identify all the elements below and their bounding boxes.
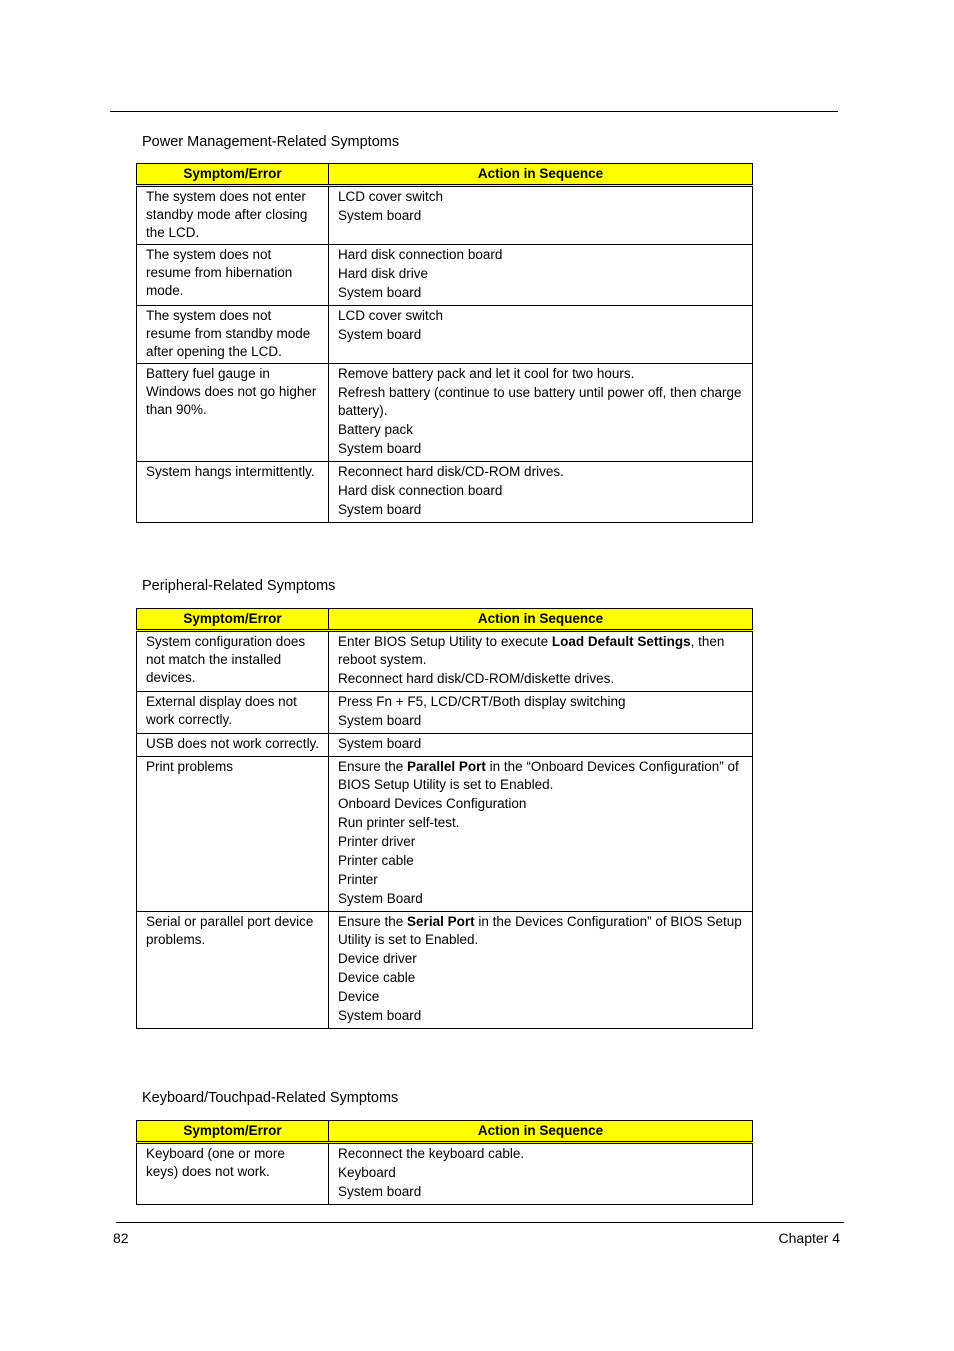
action-step: LCD cover switch <box>338 308 444 323</box>
table-row <box>137 757 753 912</box>
section-title-keyboard: Keyboard/Touchpad-Related Symptoms <box>142 1090 399 1106</box>
footer-rule <box>116 1222 844 1223</box>
action-step: System board <box>338 736 422 751</box>
action-cell <box>329 364 753 462</box>
table-row <box>137 692 753 734</box>
action-step: System board <box>338 502 422 517</box>
table-row <box>137 186 753 245</box>
action-cell <box>329 245 753 306</box>
action-cell <box>329 306 753 364</box>
action-step: System board <box>338 1184 422 1199</box>
page-number: 82 <box>113 1230 129 1246</box>
action-step: Printer cable <box>338 853 414 868</box>
action-step: System board <box>338 208 422 223</box>
action-step <box>338 913 744 949</box>
table-row <box>137 734 753 757</box>
action-cell <box>329 734 753 757</box>
action-step: Printer <box>338 872 378 887</box>
action-step: Run printer self-test. <box>338 815 460 830</box>
action-step: System Board <box>338 891 423 906</box>
action-step: Device <box>338 989 380 1004</box>
action-text: in the “Onboard Devices Configuration” of BIOS Setup Utility is set to Enabled. <box>338 759 739 792</box>
action-text: in the Devices Configuration” of BIOS Setup Utility is set to Enabled. <box>338 914 742 947</box>
symptom-column-header: Symptom/Error <box>137 1121 329 1143</box>
action-column-header: Action in Sequence <box>329 1121 753 1143</box>
action-step <box>338 633 744 669</box>
action-column-header: Action in Sequence <box>329 164 753 186</box>
action-step: System board <box>338 713 422 728</box>
symptom-text: USB does not work correctly. <box>146 736 320 751</box>
symptom-text: System configuration does not match the installed devices. <box>146 634 306 685</box>
table-header-row <box>137 164 753 186</box>
chapter-label: Chapter 4 <box>778 1230 840 1246</box>
action-step <box>338 758 744 794</box>
symptom-cell <box>137 186 329 245</box>
symptom-column-header: Symptom/Error <box>137 609 329 631</box>
symptom-cell <box>137 1143 329 1205</box>
action-step: Printer driver <box>338 834 416 849</box>
symptom-text: The system does not resume from standby mode after opening the LCD. <box>146 308 311 359</box>
table-row <box>137 631 753 692</box>
symptom-text: Battery fuel gauge in Windows does not go higher than 90%. <box>146 366 317 417</box>
symptom-text: The system does not resume from hibernation mode. <box>146 247 293 298</box>
header-rule <box>110 111 838 112</box>
table-row <box>137 364 753 462</box>
table-row <box>137 462 753 523</box>
symptom-text: Serial or parallel port device problems. <box>146 914 314 947</box>
action-step: Battery pack <box>338 422 414 437</box>
action-step: Hard disk drive <box>338 266 429 281</box>
action-step: Reconnect hard disk/CD-ROM/diskette drives. <box>338 671 615 686</box>
action-cell <box>329 1143 753 1205</box>
symptom-cell <box>137 734 329 757</box>
action-step: Reconnect the keyboard cable. <box>338 1146 525 1161</box>
symptom-cell <box>137 631 329 692</box>
action-emphasis: Parallel Port <box>407 759 486 774</box>
action-step: Reconnect hard disk/CD-ROM drives. <box>338 464 564 479</box>
symptom-cell <box>137 692 329 734</box>
action-step: System board <box>338 327 422 342</box>
action-step: Keyboard <box>338 1165 396 1180</box>
action-cell <box>329 186 753 245</box>
symptom-cell <box>137 912 329 1029</box>
action-step: Refresh battery (continue to use battery until power off, then charge battery). <box>338 385 742 418</box>
symptom-text: Print problems <box>146 759 234 774</box>
action-step: System board <box>338 285 422 300</box>
keyboard-symptoms-table <box>136 1120 753 1205</box>
action-text: , then reboot system. <box>338 634 725 667</box>
table-row <box>137 912 753 1029</box>
action-cell <box>329 462 753 523</box>
symptom-cell <box>137 462 329 523</box>
symptom-cell <box>137 245 329 306</box>
action-text: Enter BIOS Setup Utility to execute <box>338 634 552 649</box>
symptom-text: Keyboard (one or more keys) does not work. <box>146 1146 285 1179</box>
action-step: LCD cover switch <box>338 189 444 204</box>
action-cell <box>329 912 753 1029</box>
action-step: Hard disk connection board <box>338 483 503 498</box>
power-symptoms-table <box>136 163 753 523</box>
action-emphasis: Serial Port <box>407 914 475 929</box>
action-step: Device cable <box>338 970 416 985</box>
section-title-peripheral: Peripheral-Related Symptoms <box>142 578 336 594</box>
action-text: Ensure the <box>338 914 408 929</box>
action-step: Remove battery pack and let it cool for two hours. <box>338 366 635 381</box>
table-header-row <box>137 609 753 631</box>
symptom-text: System hangs intermittently. <box>146 464 315 479</box>
action-step: System board <box>338 441 422 456</box>
action-emphasis: Load Default Settings <box>551 634 691 649</box>
action-cell <box>329 757 753 912</box>
peripheral-symptoms-table <box>136 608 753 1029</box>
table-header-row <box>137 1121 753 1143</box>
section-title-power: Power Management-Related Symptoms <box>142 134 400 150</box>
symptom-cell <box>137 364 329 462</box>
action-step: Onboard Devices Configuration <box>338 796 527 811</box>
table-row <box>137 306 753 364</box>
action-text: Ensure the <box>338 759 408 774</box>
symptom-cell <box>137 306 329 364</box>
action-step: System board <box>338 1008 422 1023</box>
action-step: Device driver <box>338 951 417 966</box>
symptom-text: The system does not enter standby mode after closing the LCD. <box>146 189 308 240</box>
action-cell <box>329 631 753 692</box>
symptom-text: External display does not work correctly. <box>146 694 297 727</box>
action-step: Hard disk connection board <box>338 247 503 262</box>
symptom-column-header: Symptom/Error <box>137 164 329 186</box>
action-column-header: Action in Sequence <box>329 609 753 631</box>
table-row <box>137 245 753 306</box>
action-cell <box>329 692 753 734</box>
symptom-cell <box>137 757 329 912</box>
table-row <box>137 1143 753 1205</box>
action-step: Press Fn + F5, LCD/CRT/Both display switching <box>338 694 626 709</box>
